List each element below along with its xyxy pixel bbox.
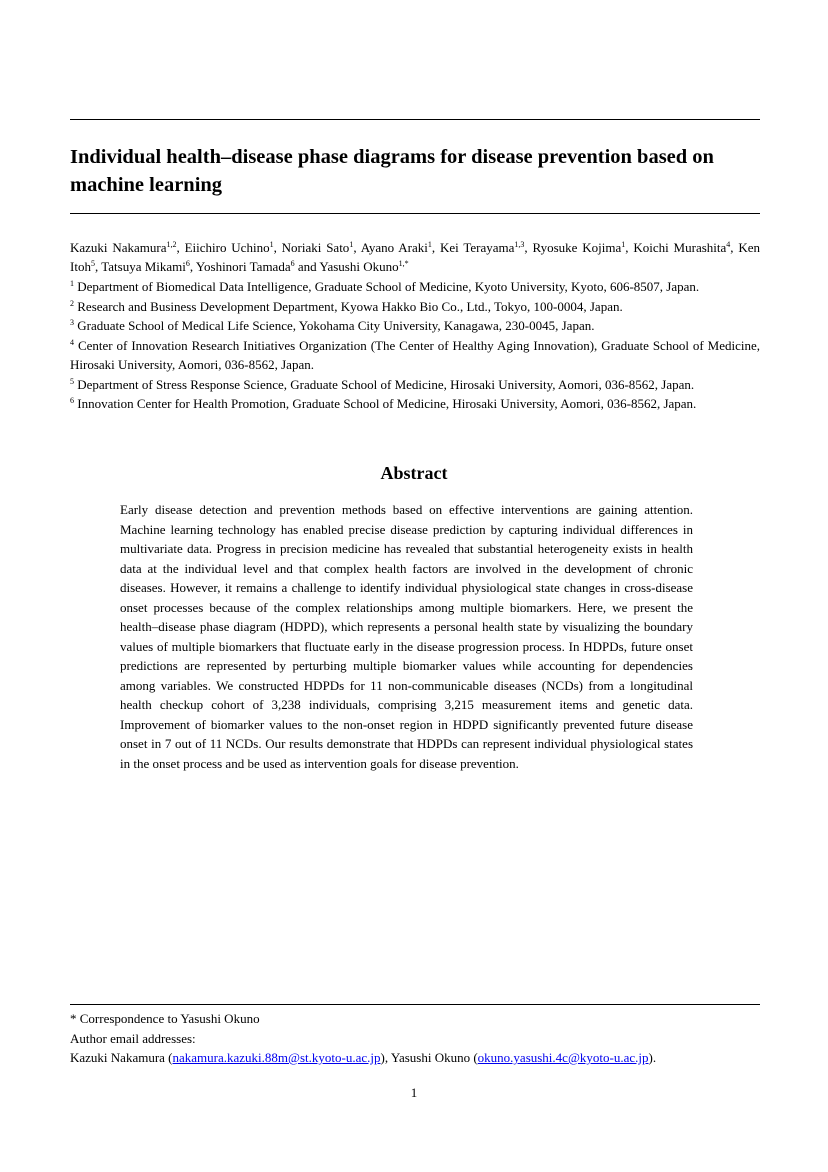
author-name: Eiichiro Uchino: [184, 240, 270, 255]
author-list: [70, 238, 760, 276]
email-link-nakamura[interactable]: nakamura.kazuki.88m@st.kyoto-u.ac.jp: [172, 1050, 381, 1065]
author-separator: and: [294, 259, 320, 274]
author-separator: ,: [189, 259, 196, 274]
email-line-end: ).: [648, 1050, 657, 1065]
page-number: 1: [410, 1085, 418, 1100]
author-separator: ,: [94, 259, 102, 274]
author-name: Kazuki Nakamura: [70, 240, 167, 255]
affiliation-number: 2: [70, 298, 74, 308]
author-affiliation-mark: 1: [269, 240, 274, 249]
affiliation-text: Research and Business Development Department, Kyowa Hakko Bio Co., Ltd., Tokyo, 100-0004, Japan.: [77, 298, 623, 314]
author2-prefix: ), Yasushi Okuno (: [380, 1050, 478, 1065]
author-affiliation-mark: 5: [90, 259, 95, 268]
author1-prefix: Kazuki Nakamura (: [70, 1050, 173, 1065]
affiliation-item: [70, 277, 760, 297]
author-name: Ayano Araki: [360, 240, 428, 255]
author-affiliation-mark: 1: [621, 240, 626, 249]
author-separator: ,: [730, 240, 739, 255]
email-label: Author email addresses:: [70, 1030, 196, 1046]
author-name: Yoshinori Tamada: [195, 259, 291, 274]
author-name: Ryosuke Kojima: [532, 240, 622, 255]
author-name: Kei Terayama: [439, 240, 515, 255]
affiliation-number: 4: [70, 337, 74, 347]
author-affiliation-mark: 1,3: [514, 240, 525, 249]
affiliation-item: [70, 316, 760, 336]
footnotes: [70, 1009, 760, 1068]
author-name: Noriaki Sato: [281, 240, 350, 255]
affiliation-number: 5: [70, 376, 74, 386]
top-rule: [70, 119, 760, 120]
affiliation-number: 1: [70, 279, 74, 288]
title-rule: [70, 213, 760, 214]
affiliation-text: Center of Innovation Research Initiatives Organization (The Center of Healthy Aging Innovation), Graduate School of Medicine, Hirosaki University, Aomori, 036-8562, Japan.: [70, 337, 761, 372]
footnote-rule: [70, 1004, 760, 1005]
author-separator: ,: [524, 240, 533, 255]
author-affiliation-mark: 1: [427, 240, 432, 249]
author-separator: ,: [176, 240, 185, 255]
author-name: Koichi Murashita: [633, 240, 727, 255]
abstract-text: Early disease detection and prevention methods based on effective interventions are gaining attention. Machine learning technology has enabled precise disease prediction by capturing individual differences in multivariate data. Progress in precision medicine has revealed that substantial heterogeneity exists in health data at the individual level and that complex health factors are involved in the development of chronic diseases. However, it remains a challenge to identify individual physiological state changes in cross-disease onset processes because of the complex relationships among multiple biomarkers. Here, we present the health–disease phase diagram (HDPD), which represents a personal health state by visualizing the boundary values of multiple biomarkers that fluctuate early in the disease progression process. In HDPDs, future onset predictions are represented by perturbing multiple biomarker values while accounting for dependencies among variables. We constructed HDPDs for 11 non-communicable diseases (NCDs) from a longitudinal health checkup cohort of 3,238 individuals, comprising 3,215 measurement items and genetic data. Improvement of biomarker values to the non-onset region in HDPD significantly prevented future disease onset in 7 out of 11 NCDs. Our results demonstrate that HDPDs can represent individual physiological states in the onset process and be used as intervention goals for disease prevention.: [120, 502, 693, 771]
author-affiliation-mark: 4: [726, 240, 731, 249]
author-separator: ,: [273, 240, 282, 255]
affiliation-text: Graduate School of Medical Life Science, Yokohama City University, Kanagawa, 230-0045, Japan.: [77, 318, 595, 333]
author-affiliation-mark: 1,*: [398, 259, 409, 268]
correspondence-note: * Correspondence to Yasushi Okuno: [70, 1011, 260, 1026]
author-name: Ken Itoh: [70, 240, 761, 274]
affiliation-item: [70, 375, 760, 395]
author-name: Yasushi Okuno: [319, 259, 399, 274]
email-link-okuno[interactable]: okuno.yasushi.4c@kyoto-u.ac.jp: [477, 1050, 649, 1065]
author-separator: ,: [353, 240, 361, 255]
affiliation-item: [70, 394, 760, 414]
affiliation-text: Department of Stress Response Science, Graduate School of Medicine, Hirosaki University, Aomori, 036-8562, Japan.: [77, 376, 695, 392]
author-affiliation-mark: 1: [349, 240, 354, 249]
abstract-heading: Abstract: [380, 463, 448, 483]
affiliation-list: [70, 277, 760, 414]
author-affiliation-mark: 1,2: [166, 240, 177, 249]
affiliation-text: Innovation Center for Health Promotion, Graduate School of Medicine, Hirosaki University, Aomori, 036-8562, Japan.: [77, 396, 697, 411]
affiliation-number: 6: [70, 396, 74, 405]
affiliation-item: [70, 336, 760, 375]
author-separator: ,: [625, 240, 634, 255]
email-line: [70, 1048, 760, 1068]
author-name: Tatsuya Mikami: [101, 259, 186, 274]
affiliation-text: Department of Biomedical Data Intelligence, Graduate School of Medicine, Kyoto University, Kyoto, 606-8507, Japan.: [77, 279, 700, 294]
affiliation-number: 3: [70, 318, 74, 327]
author-separator: ,: [431, 240, 440, 255]
affiliation-item: [70, 297, 760, 317]
author-affiliation-mark: 6: [185, 259, 190, 268]
paper-title: Individual health–disease phase diagrams for disease prevention based on machine learning: [70, 146, 714, 196]
author-affiliation-mark: 6: [290, 259, 295, 268]
